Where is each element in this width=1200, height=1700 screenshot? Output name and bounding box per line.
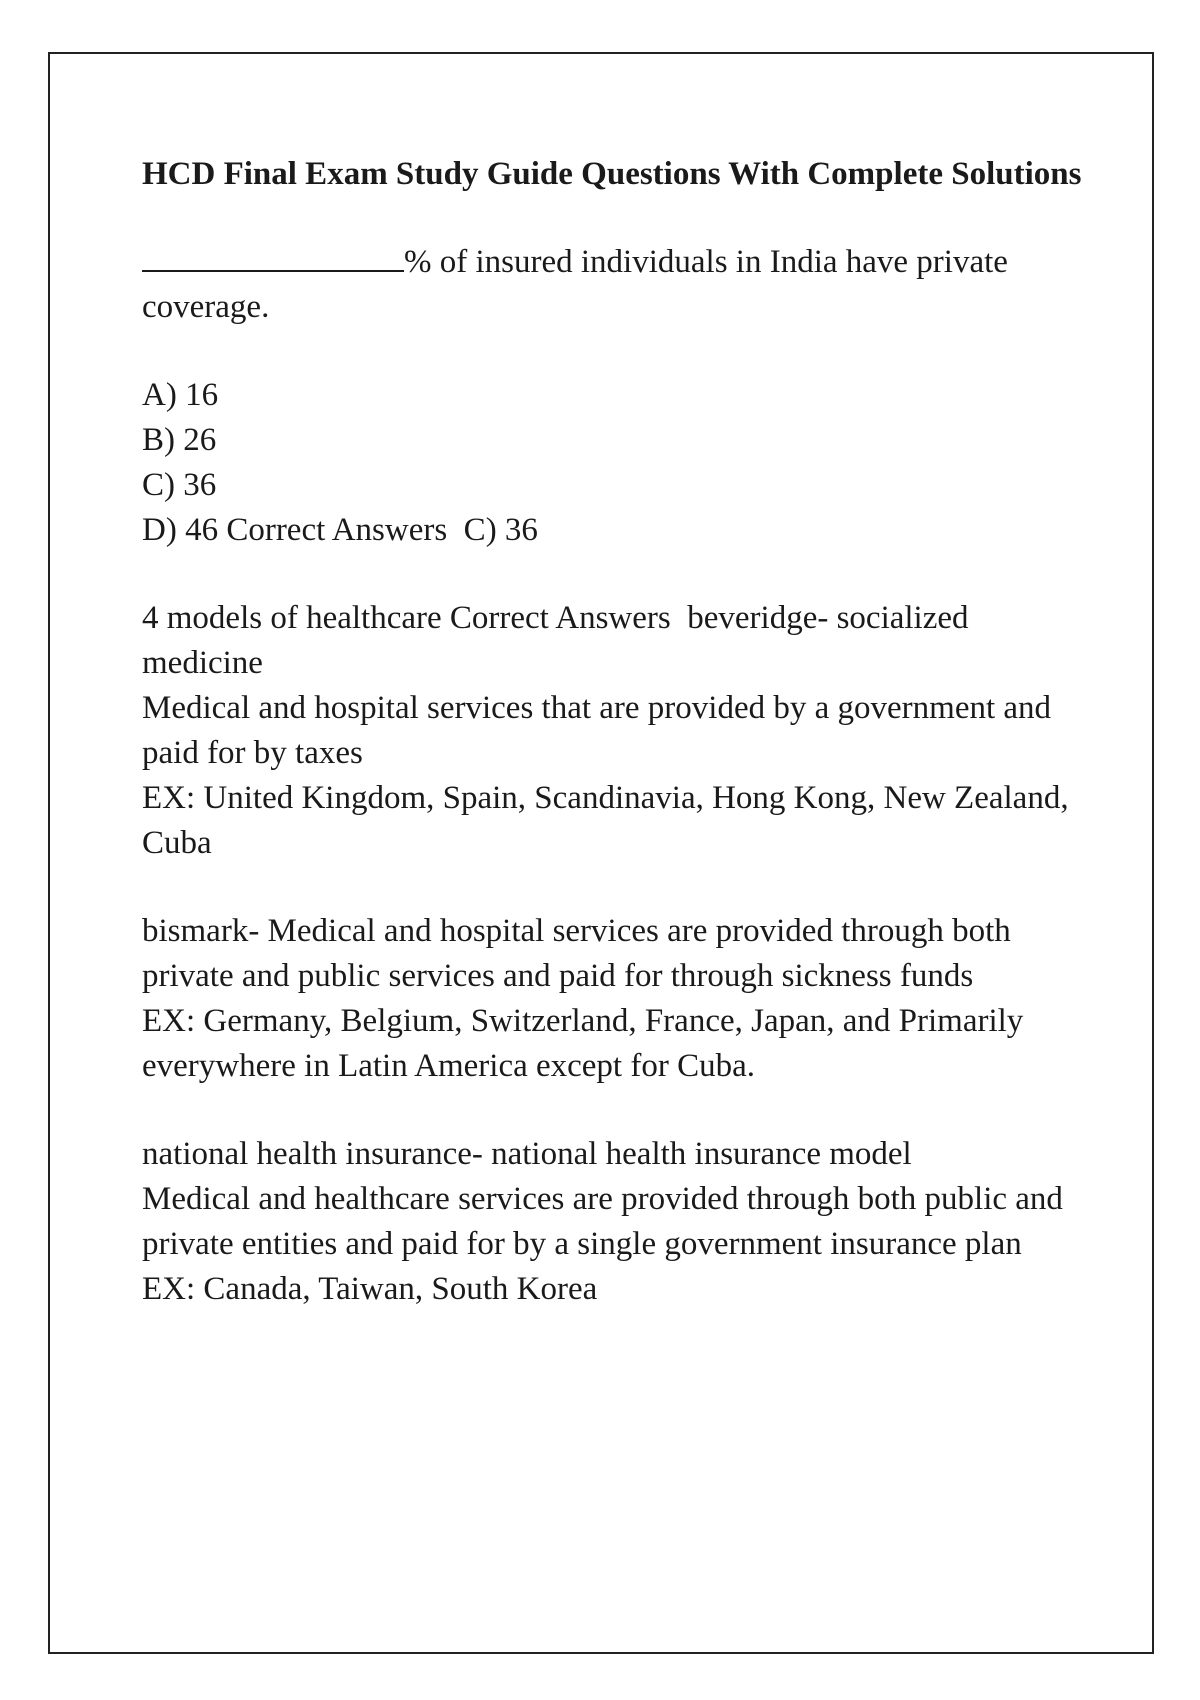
nhi-section xyxy=(142,1132,1082,1312)
question-1-options xyxy=(142,373,1082,553)
option-d-with-answer: D) 46 Correct Answers C) 36 xyxy=(142,512,538,548)
question-1-text xyxy=(142,240,1082,330)
bismark-examples: EX: Germany, Belgium, Switzerland, France, Japan, and Primarily everywhere in Latin America except for Cuba. xyxy=(142,1003,1032,1084)
bismark-section xyxy=(142,909,1082,1089)
option-b: B) 26 xyxy=(142,422,217,458)
nhi-examples: EX: Canada, Taiwan, South Korea xyxy=(142,1271,598,1307)
beveridge-description: Medical and hospital services that are provided by a government and paid for by taxes xyxy=(142,690,1060,771)
bismark-description: bismark- Medical and hospital services are provided through both private and public services and paid for through sickness funds xyxy=(142,913,1020,994)
question-1 xyxy=(142,240,1082,330)
beveridge-section xyxy=(142,596,1082,866)
models-intro: 4 models of healthcare Correct Answers beveridge- socialized medicine xyxy=(142,600,977,681)
question-1-suffix: % of insured individuals in India have private coverage. xyxy=(142,244,1017,325)
nhi-title: national health insurance- national health insurance model xyxy=(142,1136,912,1172)
beveridge-examples: EX: United Kingdom, Spain, Scandinavia, Hong Kong, New Zealand, Cuba xyxy=(142,780,1077,861)
fill-in-blank xyxy=(142,240,404,272)
option-a: A) 16 xyxy=(142,377,219,413)
nhi-description: Medical and healthcare services are provided through both public and private entities and paid for by a single government insurance plan xyxy=(142,1181,1072,1262)
document-title: HCD Final Exam Study Guide Questions With Complete Solutions xyxy=(142,156,1082,192)
option-c: C) 36 xyxy=(142,467,217,503)
document-body xyxy=(142,152,1082,1355)
